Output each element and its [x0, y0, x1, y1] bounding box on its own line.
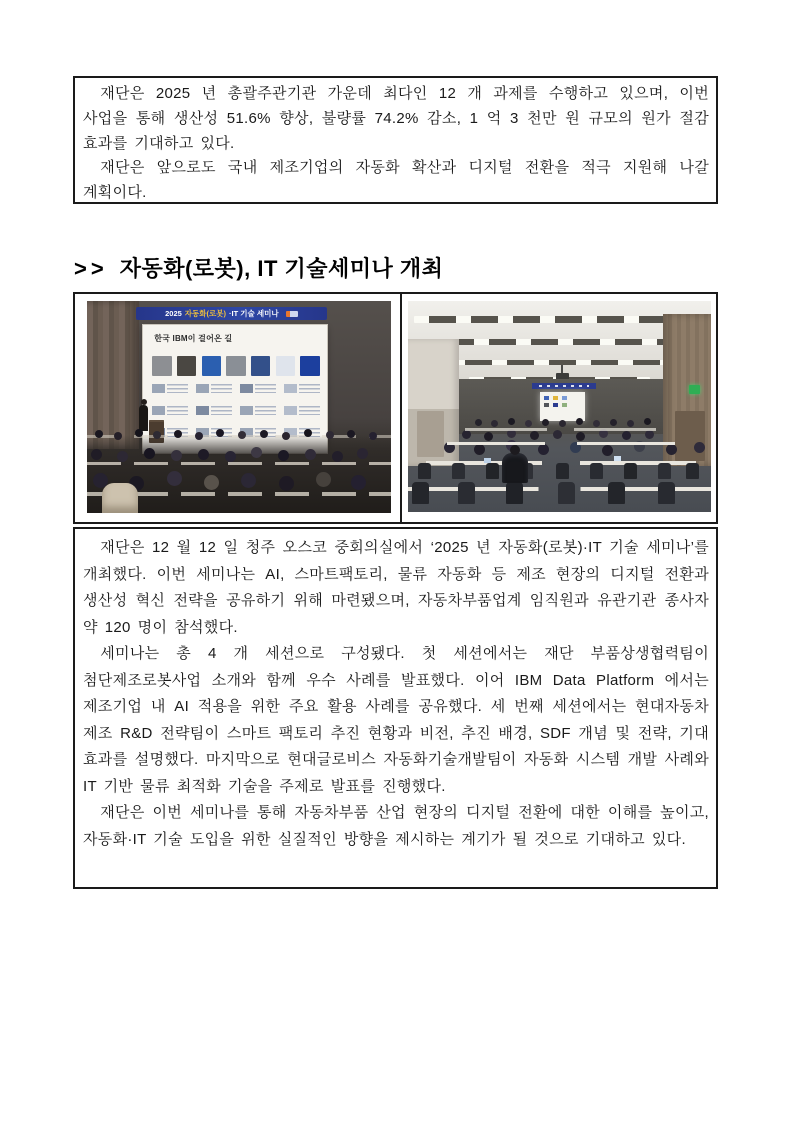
ceiling-light-band: [414, 316, 705, 323]
photo-seminar-presentation: [87, 301, 391, 513]
right-door: [675, 411, 705, 462]
audience-person-center: [502, 453, 528, 483]
banner-year: 2025: [165, 309, 182, 319]
audience-heads: [475, 419, 482, 426]
audience-table-row: [426, 461, 696, 465]
heading-marker: >>: [74, 256, 108, 281]
photo-seminar-hall: [408, 301, 711, 512]
section-heading: [74, 252, 443, 283]
exit-sign: [689, 385, 700, 394]
far-projection-screen: [540, 392, 585, 422]
wood-wall: [87, 301, 139, 449]
slide-title: 한국 IBM이 걸어온 길: [154, 334, 233, 343]
audience-table-row: [408, 487, 711, 491]
intro-paragraph-1: 재단은 2025 년 총괄주관기관 가운데 최다인 12 개 과제를 수행하고 있으며, 이번 사업을 통해 생산성 51.6% 향상, 불량률 74.2% 감소, 1 억 3 천만 원 규모의 원가 절감 효과를 기대하고 있다.: [83, 85, 709, 152]
seminar-banner: [136, 307, 327, 320]
audience-table-row: [87, 462, 391, 465]
slide-timeline-images: [152, 356, 319, 376]
photo-cell-right: [402, 294, 716, 522]
heading-title: 자동화(로봇), IT 기술세미나 개최: [119, 256, 444, 281]
intro-paragraph-2: 재단은 앞으로도 국내 제조기업의 자동화 확산과 디지털 전환을 적극 지원해 나갈 계획이다.: [83, 159, 709, 202]
article-text-box: [73, 527, 718, 889]
far-seminar-banner: [532, 383, 596, 389]
chair-row: [418, 463, 431, 479]
audience-table-row: [447, 442, 674, 445]
intro-text-box: [73, 76, 718, 204]
photo-table: [73, 292, 718, 524]
ceiling-light-band: [450, 360, 668, 365]
banner-title-rest: ·IT 기술 세미나: [229, 309, 279, 319]
ceiling-light-band: [432, 339, 687, 345]
chair-row: [412, 482, 429, 504]
laptop-on-table: [614, 456, 621, 461]
article-paragraph-1: 재단은 12 월 12 일 청주 오스코 중회의실에서 ‘2025 년 자동화(로봇)·IT 기술 세미나’를 개최했다. 이번 세미나는 AI, 스마트팩토리, 물류 자동화 등 제조 현장의 디지털 전환과 생산성 혁신 전략을 공유하기 위해 마련됐으며, 자동차부품업계 임직원과 유관기관 종사자 약 120 명이 참석했다.: [83, 539, 709, 636]
audience-heads: [462, 430, 471, 439]
banner-logo: [286, 311, 298, 317]
left-door: [417, 411, 444, 457]
article-paragraph-2: 세미나는 총 4 개 세션으로 구성됐다. 첫 세션에서는 재단 부품상생협력팀이 첨단제조로봇사업 소개와 함께 우수 사례를 발표했다. 이어 IBM Data Platform 에서는 제조기업 내 AI 적용을 위한 주요 활용 사례를 공유했다. 세 번째 세션에서는 현대자동차 제조 R&D 전략팀이 스마트 팩토리 추진 현황과 비전, 추진 배경, SDF 개념 및 전략, 기대 효과를 설명했다. 마지막으로 현대글로비스 자동화기술개발팀이 자동화 시스템 개발 사례와 IT 기반 물류 최적화 기술을 주제로 발표를 진행했다.: [83, 645, 709, 795]
photo-cell-left: [75, 294, 402, 522]
article-paragraph-3: 재단은 이번 세미나를 통해 자동차부품 산업 현장의 디지털 전환에 대한 이해를 높이고, 자동화·IT 기술 도입을 위한 실질적인 방향을 제시하는 계기가 될 것으로 기대하고 있다.: [83, 804, 709, 848]
audience-beige-jacket: [102, 483, 138, 513]
banner-title-highlight: 자동화(로봇): [184, 309, 227, 319]
presenter-figure: [139, 405, 148, 431]
audience-table-row: [87, 435, 391, 438]
projection-screen: [143, 325, 327, 452]
audience-table-row: [465, 428, 656, 431]
